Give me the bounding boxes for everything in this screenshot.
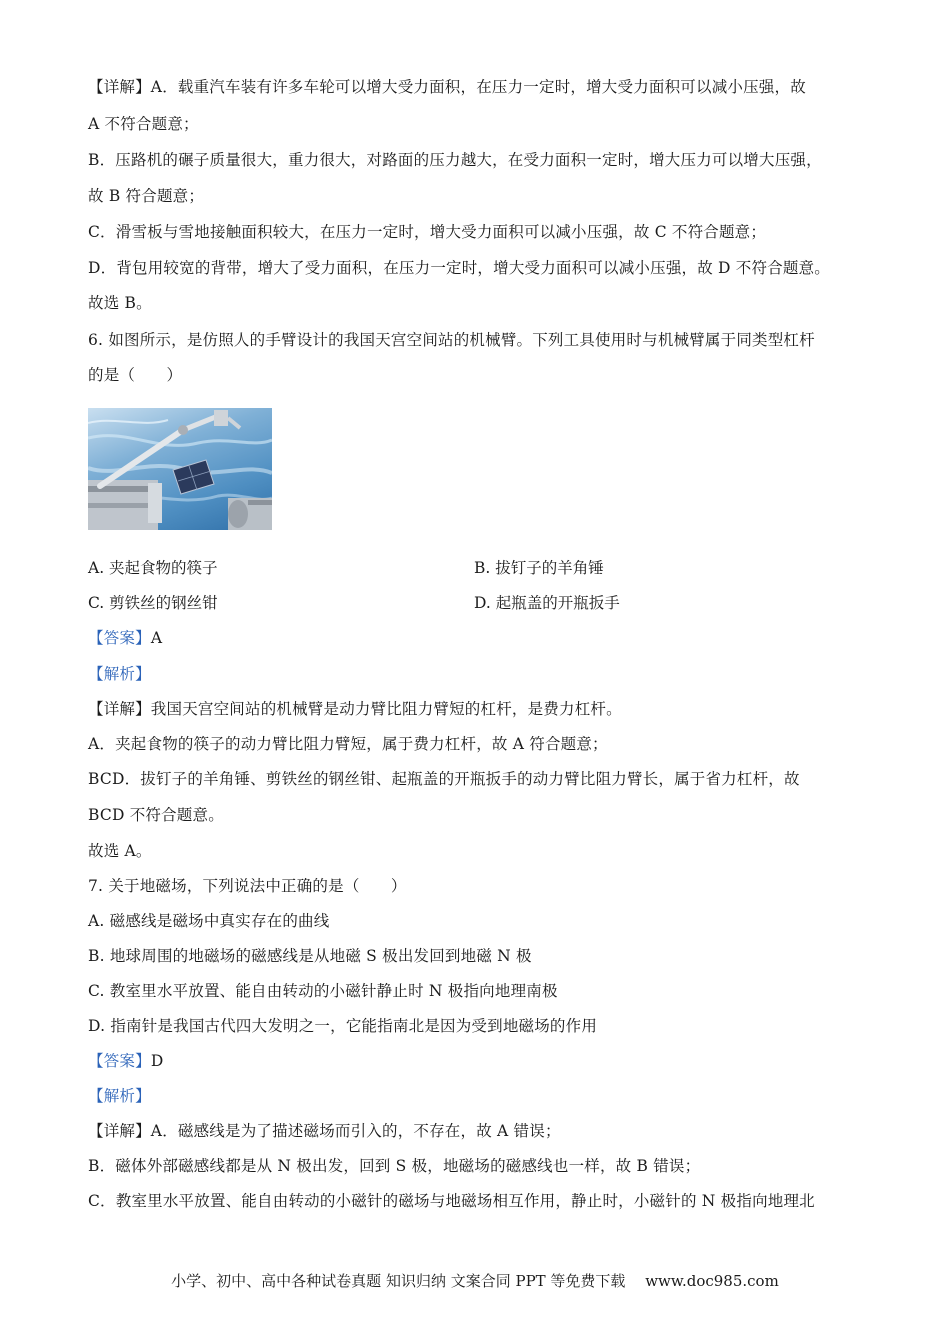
question-7-stem: 7. 关于地磁场，下列说法中正确的是（ ） <box>88 877 407 895</box>
text-line: 故 B 符合题意； <box>88 187 205 205</box>
question-6-stem: 6. 如图所示，是仿照人的手臂设计的我国天宫空间站的机械臂。下列工具使用时与机械臂属于同类型杠杆 <box>88 331 815 349</box>
text-line: BCD．拔钉子的羊角锤、剪铁丝的钢丝钳、起瓶盖的开瓶扳手的动力臂比阻力臂长，属于省力杠杆，故 <box>88 770 800 788</box>
answer-line <box>88 1051 163 1071</box>
option-b: B. 拔钉子的羊角锤 <box>474 559 604 577</box>
text-line: 【详解】A．磁感线是为了描述磁场而引入的，不存在，故 A 错误； <box>88 1122 561 1140</box>
text-line: D．背包用较宽的背带，增大了受力面积，在压力一定时，增大受力面积可以减小压强，故 D 不符合题意。 <box>88 259 831 277</box>
option-a: A. 磁感线是磁场中真实存在的曲线 <box>88 912 330 930</box>
analysis-label: 【解析】 <box>88 1087 151 1105</box>
space-station-robotic-arm-image <box>88 408 272 530</box>
option-a: A. 夹起食物的筷子 <box>88 559 218 577</box>
answer-line <box>88 628 162 648</box>
text-line: A．夹起食物的筷子的动力臂比阻力臂短，属于费力杠杆，故 A 符合题意； <box>88 735 608 753</box>
answer-value: D <box>150 1052 164 1070</box>
text-line: B．压路机的碾子质量很大，重力很大，对路面的压力越大，在受力面积一定时，增大压力可以增大压强， <box>88 151 822 169</box>
analysis-label: 【解析】 <box>88 665 151 683</box>
option-d: D. 指南针是我国古代四大发明之一，它能指南北是因为受到地磁场的作用 <box>88 1017 598 1035</box>
question-6-stem-cont: 的是（ ） <box>88 366 183 384</box>
text-line: BCD 不符合题意。 <box>88 806 224 824</box>
option-b: B. 地球周围的地磁场的磁感线是从地磁 S 极出发回到地磁 N 极 <box>88 947 532 965</box>
answer-label: 【答案】 <box>88 1052 151 1070</box>
text-line: C．滑雪板与雪地接触面积较大，在压力一定时，增大受力面积可以减小压强，故 C 不符合题意； <box>88 223 767 241</box>
text-line: A 不符合题意； <box>88 115 199 133</box>
option-c: C. 剪铁丝的钢丝钳 <box>88 594 218 612</box>
text-line: C．教室里水平放置、能自由转动的小磁针的磁场与地磁场相互作用，静止时，小磁针的 N 极指向地理北 <box>88 1192 815 1210</box>
text-line: 【详解】A．载重汽车装有许多车轮可以增大受力面积，在压力一定时，增大受力面积可以减小压强，故 <box>88 78 806 96</box>
text-line: B．磁体外部磁感线都是从 N 极出发，回到 S 极，地磁场的磁感线也一样，故 B 错误； <box>88 1157 701 1175</box>
option-d: D. 起瓶盖的开瓶扳手 <box>474 594 620 612</box>
answer-value: A <box>150 629 163 647</box>
text-line: 故选 A。 <box>88 842 152 860</box>
answer-label: 【答案】 <box>88 629 151 647</box>
page-footer: 小学、初中、高中各种试卷真题 知识归纳 文案合同 PPT 等免费下载 www.doc985.com <box>171 1272 779 1290</box>
text-line: 故选 B。 <box>88 294 152 312</box>
text-line: 【详解】我国天宫空间站的机械臂是动力臂比阻力臂短的杠杆，是费力杠杆。 <box>88 700 622 718</box>
option-c: C. 教室里水平放置、能自由转动的小磁针静止时 N 极指向地理南极 <box>88 982 558 1000</box>
